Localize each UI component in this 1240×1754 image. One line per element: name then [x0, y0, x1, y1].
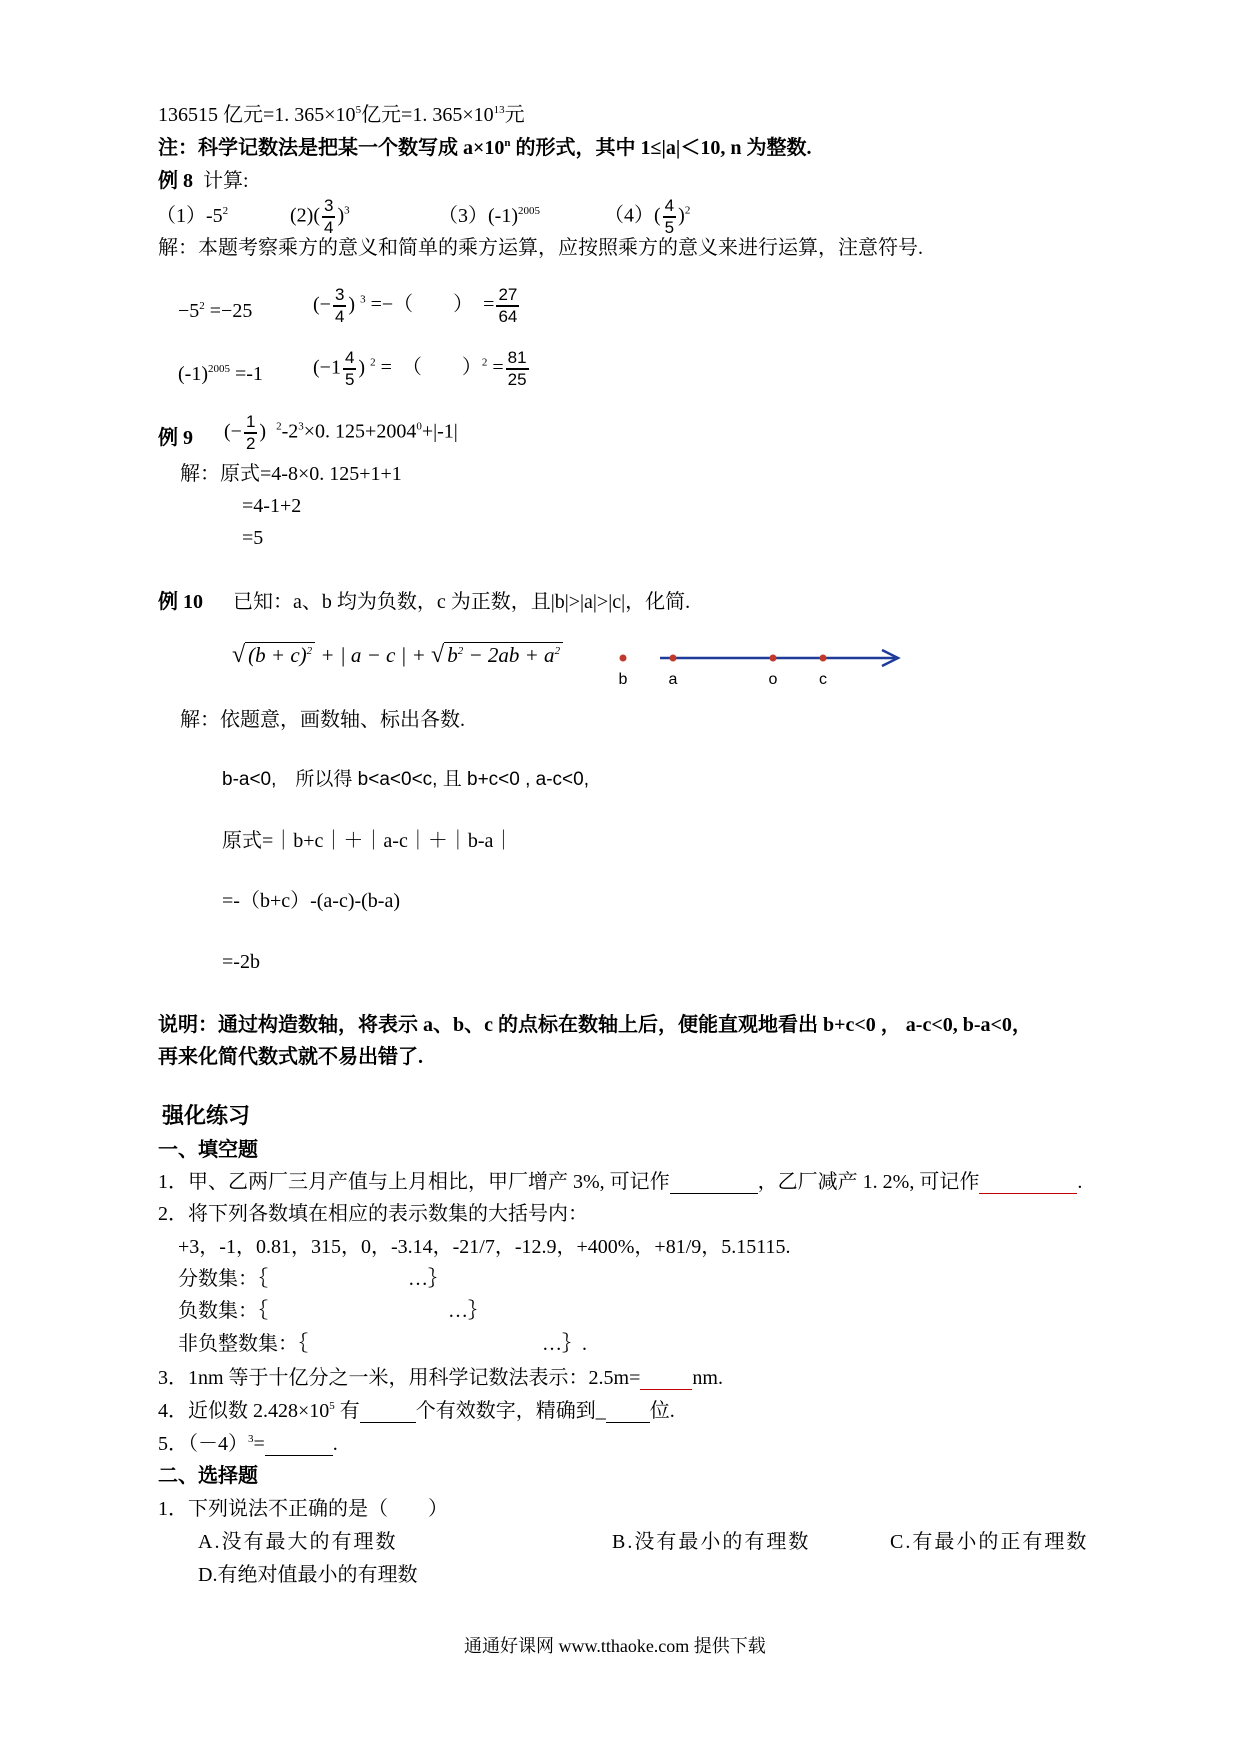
nonnegative-integer-set: 非负整数集：｛ …｝. — [178, 1333, 587, 1355]
question-3: $(3)(-1)^{2005}$ — [438, 205, 540, 227]
point-a — [670, 655, 677, 662]
page-footer: 通通好课网 www.tthaoke.com 提供下载 — [464, 1636, 766, 1656]
answer-blank-1b[interactable] — [979, 1173, 1077, 1194]
solution-9-line-3: =5 — [242, 527, 264, 549]
solution-10-line-1: 解：依题意，画数轴、标出各数. — [180, 709, 465, 731]
label-a: a — [668, 671, 678, 688]
fill-question-2-numbers: +3，-1，0.81，315，0，-3.14，-21/7，-12.9，+400%，+81/9，5.15115. — [178, 1236, 791, 1258]
fill-question-4: 4．近似数 $2.428\times 10^5$ 有 个有效数字，精确到_ 位. — [158, 1400, 675, 1422]
fill-question-3: 3．1nm 等于十亿分之一米，用科学记数法表示：2.5m= nm. — [158, 1367, 723, 1389]
explanation-line-1: 说明：通过构造数轴，将表示 a、b、c 的点标在数轴上后，便能直观地看出 b+c<0 ， a-c<0, b-a<0， — [158, 1014, 1032, 1036]
fill-question-5: 5．$(-4)^3=$ . — [158, 1433, 338, 1455]
solution-10-line-3: 原式=｜b+c｜＋｜a-c｜＋｜b-a｜ — [222, 830, 514, 852]
example-10-heading: 例 10 已知：a、b 均为负数，c 为正数，且|b|>|a|>|c|，化简. — [158, 591, 691, 613]
choice-question-1: 1．下列说法不正确的是（ ） — [158, 1498, 448, 1520]
note-scientific-notation: 注：科学记数法是把某一个数写成 $a\times 10^n$ 的形式，其中 1≤|a|＜10, n 为整数. — [158, 137, 812, 159]
answer-blank-3[interactable] — [640, 1369, 692, 1390]
point-b — [620, 655, 627, 662]
solution-10-line-5: =-2b — [222, 951, 260, 973]
section-fill-in: 一、填空题 — [158, 1139, 258, 1161]
fill-question-2: 2．将下列各数填在相应的表示数集的大括号内： — [158, 1203, 588, 1225]
option-b[interactable]: B.没有最小的有理数 — [612, 1531, 811, 1553]
solution-9-line-2: =4-1+2 — [242, 495, 302, 517]
fraction-set: 分数集：｛ …｝ — [178, 1268, 448, 1290]
label-b: b — [618, 671, 628, 688]
example-10-expression: √ $(b + c)^2$ + | a − c | + √ $b^2 - 2ab + a^2$ — [232, 642, 563, 667]
point-o — [770, 655, 777, 662]
number-line — [618, 640, 920, 690]
explanation-line-2: 再来化简代数式就不易出错了. — [158, 1046, 423, 1068]
question-2: (2)( $\frac{3}{4}$ )$^3$ — [290, 196, 350, 237]
answer-blank-1a[interactable] — [670, 1173, 758, 1194]
fill-question-1: 1．甲、乙两厂三月产值与上月相比，甲厂增产 3%, 可记作 ，乙厂减产 1. 2%, 可记作 . — [158, 1171, 1083, 1193]
option-d[interactable]: D.有绝对值最小的有理数 — [198, 1564, 418, 1586]
solution-9-line-1: 解：原式=4-8×0. 125+1+1 — [180, 463, 402, 485]
label-o: o — [768, 671, 778, 688]
question-4: （4）( $\frac{4}{5}$ )$^2$ — [604, 196, 691, 237]
label-c: c — [819, 671, 827, 688]
solution-10-line-2: b-a<0, 所以得 b<a<0<c, 且 b+c<0 , a-c<0, — [222, 769, 590, 790]
example-8-heading: 例 8 计算: — [158, 170, 249, 192]
answer-blank-5[interactable] — [265, 1435, 333, 1456]
solution-10-line-4: =-（b+c）-(a-c)-(b-a) — [222, 890, 401, 912]
answer-blank-4a[interactable] — [360, 1402, 416, 1423]
solution-8-intro: 解：本题考察乘方的意义和简单的乘方运算，应按照乘方的意义来进行运算，注意符号. — [158, 237, 923, 259]
point-c — [820, 655, 827, 662]
answer-blank-4b[interactable] — [606, 1402, 650, 1423]
option-a[interactable]: A.没有最大的有理数 — [198, 1531, 398, 1553]
section-multiple-choice: 二、选择题 — [158, 1465, 258, 1487]
intro-line: 136515 亿元=1. $365\times 10^5$亿元=1. $365\times 10^{13}$元 — [158, 104, 525, 126]
question-1: $(1)-5^2$ — [156, 205, 229, 227]
negative-set: 负数集：｛ …｝ — [178, 1300, 488, 1322]
practice-title: 强化练习 — [162, 1103, 251, 1128]
option-c[interactable]: C.有最小的正有理数 — [890, 1531, 1089, 1553]
